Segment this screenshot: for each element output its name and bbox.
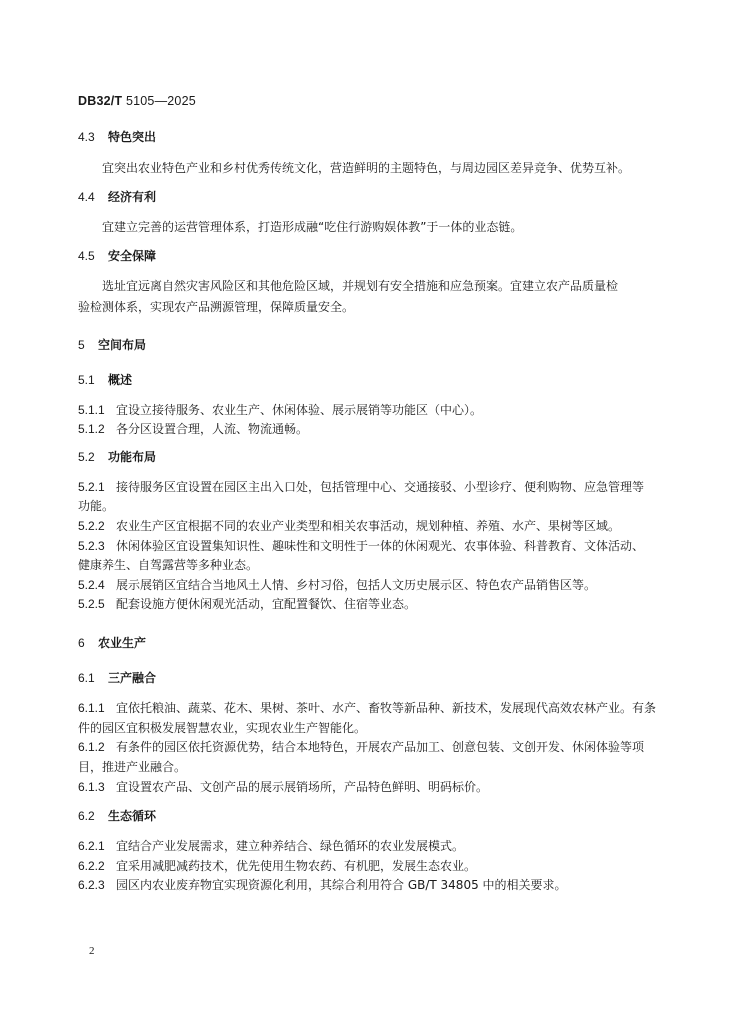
paragraph: 宜突出农业特色产业和乡村优秀传统文化，营造鲜明的主题特色，与周边园区差异竞争、优势互补。 <box>102 161 631 175</box>
clause-number: 5.1.1 <box>78 403 105 417</box>
standard-code: 5105—2025 <box>125 94 196 108</box>
paragraph: 宜建立完善的运营管理体系，打造形成融“吃住行游购娱体教”于一体的业态链。 <box>102 220 523 234</box>
clause-number: 4.4 <box>78 190 95 204</box>
clause-heading: 安全保障 <box>108 249 157 263</box>
clause-text: 宜设立接待服务、农业生产、休闲体验、展示展销等功能区（中心）。 <box>116 403 483 417</box>
clause-continuation: 功能。 <box>78 499 115 513</box>
clause-text: 农业生产区宜根据不同的农业产业类型和相关农事活动，规划种植、养殖、水产、果树等区域。 <box>116 519 621 533</box>
clause-number: 4.3 <box>78 130 95 144</box>
clause-number: 5.2.1 <box>78 480 105 494</box>
clause-text: 宜依托粮油、蔬菜、花木、果树、茶叶、水产、畜牧等新品种、新技术，发展现代高效农林产业。有条 <box>116 701 657 715</box>
clause-number: 6.2.2 <box>78 859 105 873</box>
clause-text: 接待服务区宜设置在园区主出入口处，包括管理中心、交通接驳、小型诊疗、便利购物、应急管理等 <box>116 480 645 494</box>
clause-heading: 三产融合 <box>108 671 157 685</box>
clause-number: 6.1.2 <box>78 740 105 754</box>
paragraph-line: 验检测体系，实现农产品溯源管理，保障质量安全。 <box>78 300 355 314</box>
clause-text: 有条件的园区依托资源优势，结合本地特色，开展农产品加工、创意包装、文创开发、休闲体验等项 <box>116 740 645 754</box>
chapter-number: 6 <box>78 636 85 650</box>
clause-number: 6.1.1 <box>78 701 105 715</box>
clause-number: 5.2 <box>78 450 95 464</box>
standard-prefix: DB32/T <box>78 94 123 108</box>
clause-number: 5.1 <box>78 373 95 387</box>
chapter-heading: 农业生产 <box>98 636 147 650</box>
clause-continuation: 目，推进产业融合。 <box>78 760 187 774</box>
clause-text: 宜结合产业发展需求，建立种养结合、绿色循环的农业发展模式。 <box>116 839 465 853</box>
clause-text: 展示展销区宜结合当地风土人情、乡村习俗，包括人文历史展示区、特色农产品销售区等。 <box>116 578 597 592</box>
clause-text: 园区内农业废弃物宜实现资源化利用，其综合利用符合 GB/T 34805 中的相关要求。 <box>116 878 567 892</box>
clause-number: 5.2.3 <box>78 539 105 553</box>
clause-text: 各分区设置合理，人流、物流通畅。 <box>116 422 309 436</box>
clause-heading: 概述 <box>108 373 133 387</box>
clause-number: 6.2.1 <box>78 839 105 853</box>
clause-number: 6.1 <box>78 671 95 685</box>
chapter-heading: 空间布局 <box>98 338 147 352</box>
clause-text: 配套设施方便休闲观光活动，宜配置餐饮、住宿等业态。 <box>116 597 417 611</box>
clause-continuation: 健康养生、自驾露营等多种业态。 <box>78 558 259 572</box>
clause-heading: 经济有利 <box>108 190 157 204</box>
clause-number: 5.1.2 <box>78 422 105 436</box>
clause-text: 宜采用减肥减药技术，优先使用生物农药、有机肥，发展生态农业。 <box>116 859 477 873</box>
clause-number: 4.5 <box>78 249 95 263</box>
clause-number: 6.2.3 <box>78 878 105 892</box>
clause-heading: 特色突出 <box>108 130 157 144</box>
page-number: 2 <box>89 945 95 957</box>
clause-text: 休闲体验区宜设置集知识性、趣味性和文明性于一体的休闲观光、农事体验、科普教育、文体活动、 <box>116 539 645 553</box>
paragraph-line: 选址宜远离自然灾害风险区和其他危险区域，并规划有安全措施和应急预案。宜建立农产品质量检 <box>102 279 619 293</box>
clause-number: 6.2 <box>78 809 95 823</box>
clause-heading: 功能布局 <box>108 450 157 464</box>
clause-number: 6.1.3 <box>78 780 105 794</box>
clause-number: 5.2.2 <box>78 519 105 533</box>
clause-number: 5.2.5 <box>78 597 105 611</box>
standard-number <box>78 94 196 108</box>
clause-text: 宜设置农产品、文创产品的展示展销场所，产品特色鲜明、明码标价。 <box>116 780 489 794</box>
clause-heading: 生态循环 <box>108 809 157 823</box>
clause-continuation: 件的园区宜积极发展智慧农业，实现农业生产智能化。 <box>78 721 367 735</box>
clause-number: 5.2.4 <box>78 578 105 592</box>
chapter-number: 5 <box>78 338 85 352</box>
